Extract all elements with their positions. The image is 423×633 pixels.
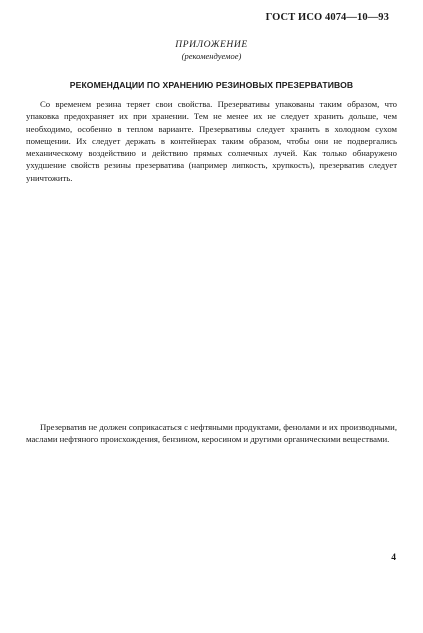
appendix-title: ПРИЛОЖЕНИЕ bbox=[175, 40, 248, 50]
paragraph-contact-restrictions: Презерватив не должен соприкасаться с нефтяными продуктами, фенолами и их производными, маслами нефтяного происхождения, бензином, керосином и другими органическими веществами. bbox=[26, 422, 397, 445]
page-number: 4 bbox=[391, 553, 396, 563]
appendix-block bbox=[0, 40, 423, 61]
document-body bbox=[26, 98, 397, 184]
document-standard-header: ГОСТ ИСО 4074—10—93 bbox=[265, 12, 389, 23]
appendix-subtitle: (рекомендуемое) bbox=[181, 51, 242, 61]
document-title: РЕКОМЕНДАЦИИ ПО ХРАНЕНИЮ РЕЗИНОВЫХ ПРЕЗЕРВАТИВОВ bbox=[69, 80, 354, 90]
paragraph-storage: Со временем резина теряет свои свойства. Презервативы упакованы таким образом, что упаковка предохраняет их при хранении. Тем не менее их не следует хранить дольше, чем необходимо, особенно в теплом варианте. Презервативы следует хранить в холодном сухом помещении. Их следует держать в контейнерах таким образом, чтобы они не подвергались механическому воздействию и действию прямых солнечных лучей. Как только обнаружено ухудшение свойств резины презерватива (например липкость, хрупкость), презерватив следует уничтожить. bbox=[26, 99, 397, 183]
